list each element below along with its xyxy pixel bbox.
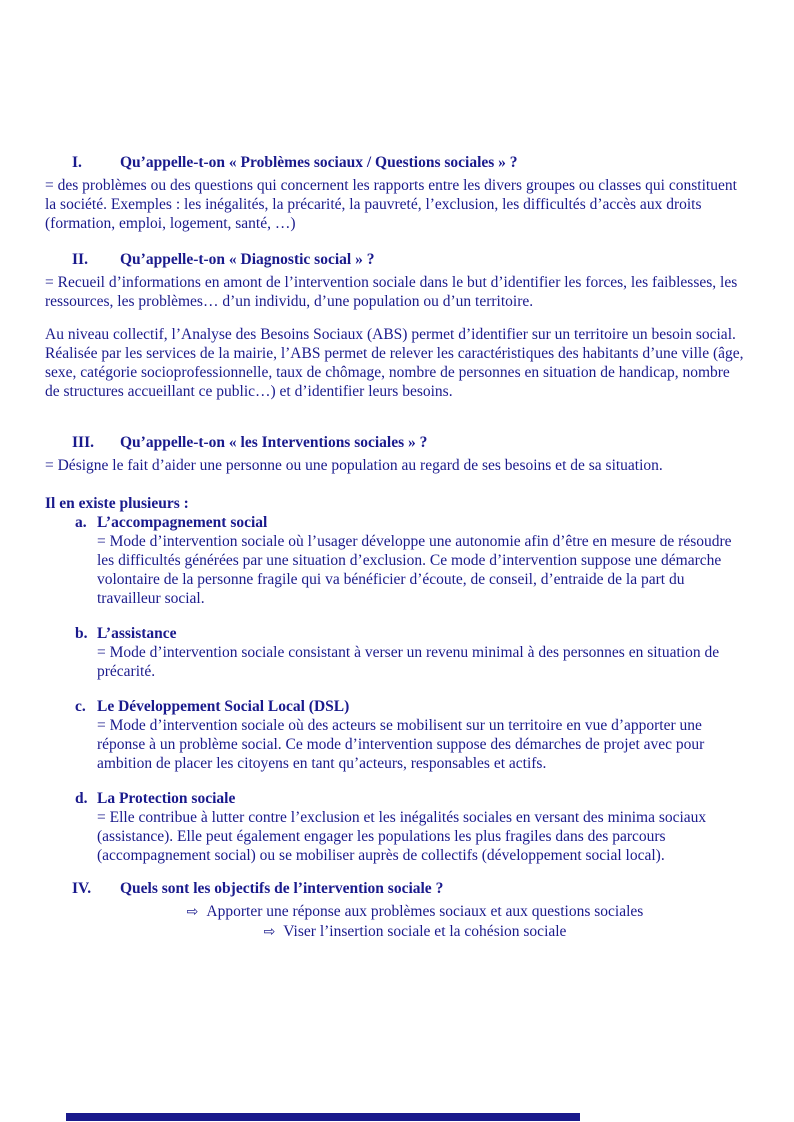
intervention-item-d	[45, 789, 745, 865]
item-body-b: = Mode d’intervention sociale consistant à verser un revenu minimal à des personnes en situation de précarité.	[97, 644, 720, 680]
section-heading-4	[45, 879, 745, 898]
item-letter-c: c.	[75, 698, 86, 715]
item-letter-d: d.	[75, 790, 88, 807]
right-arrow-icon: ⇨	[186, 904, 199, 920]
interventions-list-intro: Il en existe plusieurs :	[45, 495, 189, 512]
item-body-a: = Mode d’intervention sociale où l’usager développe une autonomie afin d’être en mesure de résoudre les difficultés générées par une situation d’exclusion. Ce mode d’intervention suppose une démarche volontaire de la personne fragile qui va bénéficier d’écoute, de conseil, d’entraide de la part du travailleur social.	[97, 533, 732, 607]
section-title-3: Qu’appelle-t-on « les Interventions sociales » ?	[120, 434, 428, 451]
item-body-c: = Mode d’intervention sociale où des acteurs se mobilisent sur un territoire en vue d’apporter une réponse à un problème social. Ce mode d’intervention suppose des démarches de projet avec pour ambition de placer les citoyens en tant qu’acteurs, responsables et actifs.	[97, 717, 705, 772]
item-title-a: L’accompagnement social	[97, 514, 268, 531]
item-title-c: Le Développement Social Local (DSL)	[97, 698, 350, 715]
abs-note-paragraph: Au niveau collectif, l’Analyse des Besoins Sociaux (ABS) permet d’identifier sur un territoire un besoin social. Réalisée par les services de la mairie, l’ABS permet de relever les caractéristiques des habitants d’une ville (âge, sexe, catégorie socioprofessionnelle, taux de chômage, nombre de personnes en situation de handicap, nombre de structures accueillant ce public…) et d’identifier leurs besoins.	[45, 326, 744, 400]
objective-text-1: Apporter une réponse aux problèmes sociaux et aux questions sociales	[206, 903, 644, 920]
section-heading-1	[45, 153, 745, 172]
item-title-d: La Protection sociale	[97, 790, 236, 807]
objectives-list	[45, 902, 745, 942]
section-number-3: III.	[72, 434, 94, 451]
section-number-4: IV.	[72, 880, 92, 897]
objective-text-2: Viser l’insertion sociale et la cohésion sociale	[283, 923, 567, 940]
item-body-d: = Elle contribue à lutter contre l’exclusion et les inégalités sociales en versant des minima sociaux (assistance). Elle peut également engager les populations les plus fragiles dans des parcours (accompagnement social) ou se mobiliser auprès de collectifs (développement social local).	[97, 809, 707, 864]
section-title-4: Quels sont les objectifs de l’intervention sociale ?	[120, 880, 444, 897]
intervention-item-c	[45, 697, 745, 773]
section-heading-3	[45, 433, 745, 452]
footer-rule	[66, 1113, 580, 1121]
intervention-item-b	[45, 624, 745, 681]
section-number-1: I.	[72, 154, 82, 171]
right-arrow-icon: ⇨	[263, 924, 276, 940]
section-title-1: Qu’appelle-t-on « Problèmes sociaux / Questions sociales » ?	[120, 154, 518, 171]
section-3-paragraph: = Désigne le fait d’aider une personne ou une population au regard de ses besoins et de sa situation.	[45, 457, 663, 474]
item-letter-b: b.	[75, 625, 88, 642]
section-2-paragraph: = Recueil d’informations en amont de l’intervention sociale dans le but d’identifier les forces, les faiblesses, les ressources, les problèmes… d’un individu, d’une population ou d’un territoire.	[45, 274, 738, 310]
item-letter-a: a.	[75, 514, 87, 531]
section-title-2: Qu’appelle-t-on « Diagnostic social » ?	[120, 251, 375, 268]
intervention-item-a	[45, 513, 745, 608]
item-title-b: L’assistance	[97, 625, 177, 642]
objective-bullet-2	[85, 922, 745, 942]
section-number-2: II.	[72, 251, 88, 268]
objective-bullet-1	[85, 902, 745, 922]
section-heading-2	[45, 250, 745, 269]
section-1-paragraph: = des problèmes ou des questions qui concernent les rapports entre les divers groupes ou classes qui constituent la société. Exemples : les inégalités, la précarité, la pauvreté, l’exclusion, les difficultés d’accès aux droits (formation, emploi, logement, santé, …)	[45, 177, 737, 232]
